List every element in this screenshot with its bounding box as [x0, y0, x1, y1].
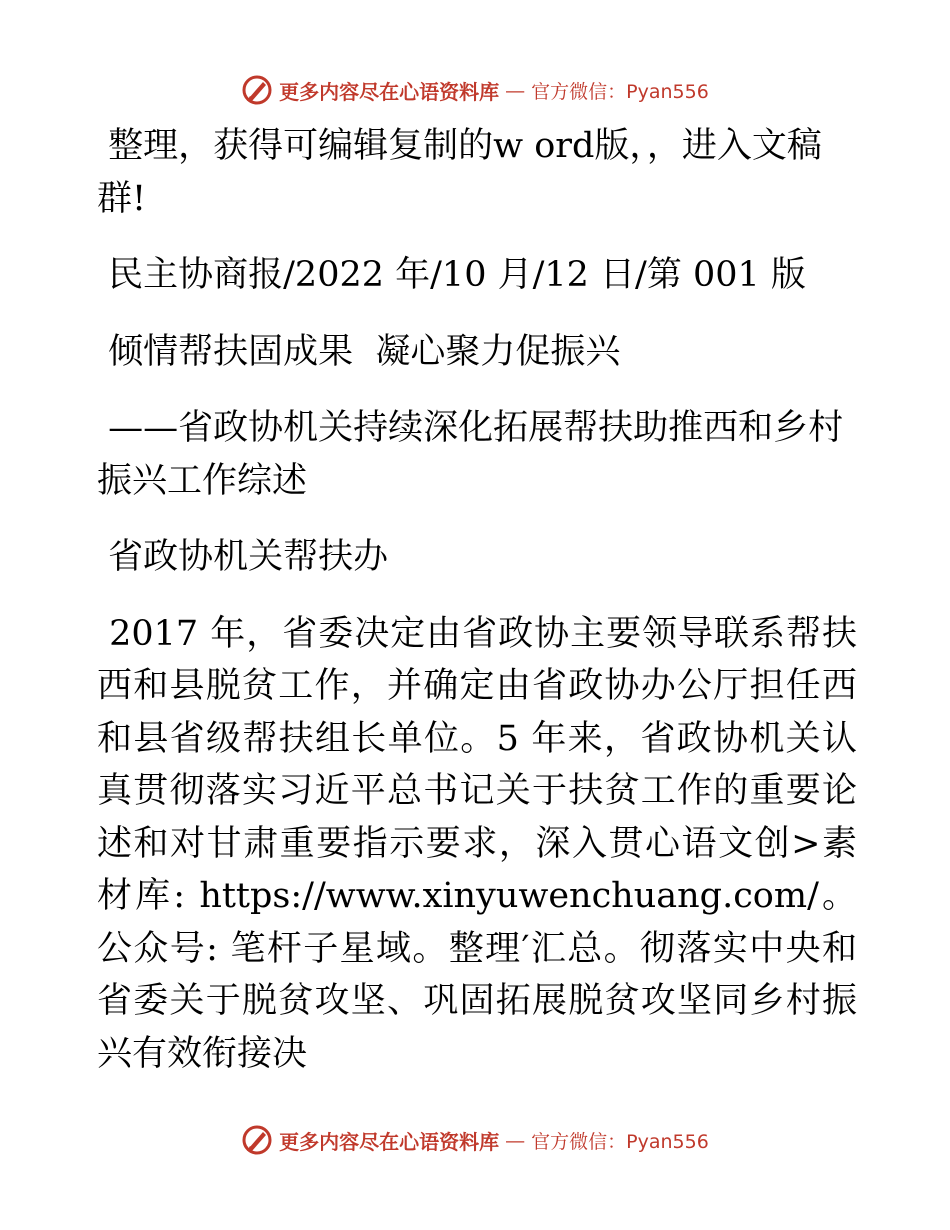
paragraph-source-line: 民主协商报/2022 年/10 月/12 日/第 001 版 [97, 255, 806, 295]
paragraph-intro: 整理，获得可编辑复制的w ord版，，进入文稿群! [97, 126, 822, 219]
header-banner [0, 70, 950, 110]
banner-wechat-text: 官方微信：Pyan556 [531, 1130, 709, 1153]
document-body [97, 120, 857, 1104]
brush-logo-icon [241, 74, 273, 106]
footer-banner [0, 1120, 950, 1160]
banner-brand-text: 更多内容尽在心语资料库 [279, 79, 500, 104]
article-author: 省政协机关帮扶办 [97, 537, 389, 577]
paragraph-body: 2017 年，省委决定由省政协主要领导联系帮扶西和县脱贫工作，并确定由省政协办公厅担任西和县省级帮扶组长单位。5 年来，省政协机关认真贯彻落实习近平总书记关于扶贫工作的重要论述和对甘肃重要指示要求，深入贯心语文创>素材库: https://www.xinyuwenchuang.com/。公众号: 笔杆子星域。整理′汇总。彻落实中央和省委关于脱贫攻坚、巩固拓展脱贫攻坚同乡村振兴有效衔接决 [97, 613, 857, 1074]
article-subtitle: ——省政协机关持续深化拓展帮扶助推西和乡村振兴工作综述 [97, 408, 844, 501]
banner-separator: — [505, 1128, 526, 1152]
banner-separator: — [505, 78, 526, 102]
brush-logo-icon [241, 1124, 273, 1156]
article-title: 倾情帮扶固成果 凝心聚力促振兴 [97, 331, 621, 372]
banner-brand-text: 更多内容尽在心语资料库 [279, 1129, 500, 1154]
banner-wechat-text: 官方微信：Pyan556 [531, 80, 709, 103]
